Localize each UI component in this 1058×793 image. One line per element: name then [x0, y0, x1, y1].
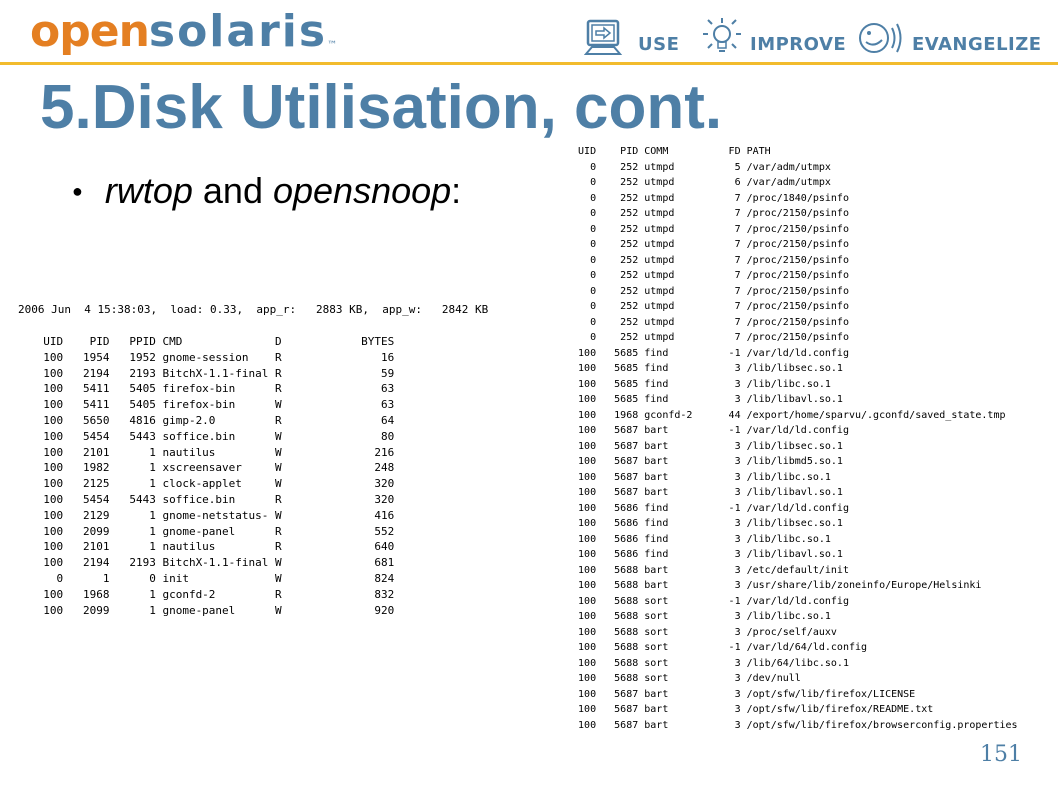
tag-use: USE	[638, 34, 680, 55]
logo-solaris-text: solaris	[148, 6, 328, 57]
header-divider	[0, 62, 1058, 65]
tag-improve: IMPROVE	[750, 34, 847, 55]
lightbulb-icon	[700, 16, 744, 58]
bullet-dot: ●	[72, 181, 83, 201]
rwtop-output-table: UID PID PPID CMD D BYTES 100 1954 1952 gnome-session R 16 100 2194 2193 BitchX-1.1-final R 59 100 5411 5405 firefox-bin R 63 100 5411 5405 firefox-bin W 63 100 5650 4816 gimp-2.0 R 64 100 5454 5443 soffice.bin W 80 100 2101 1 nautilus W 216 100 1982 1 xscreensaver W 248 100 2125 1 clock-applet W 320 100 5454 5443 soffice.bin R 320 100 2129 1 gnome-netstatus- W 416 100 2099 1 gnome-panel R 552 100 2101 1 nautilus R 640 100 2194 2193 BitchX-1.1-final W 681 0 1 0 init W 824 100 1968 1 gconfd-2 R 832 100 2099 1 gnome-panel W 920	[43, 335, 395, 617]
bullet-item	[72, 166, 461, 216]
bullet-rwtop: rwtop	[104, 170, 193, 211]
bullet-colon: :	[451, 170, 462, 211]
tag-evangelize: EVANGELIZE	[912, 34, 1042, 55]
rwtop-summary-line: 2006 Jun 4 15:38:03, load: 0.33, app_r: 2883 KB, app_w: 2842 KB	[18, 303, 489, 316]
monitor-icon	[584, 18, 626, 58]
bullet-opensnoop: opensnoop	[272, 170, 452, 211]
opensnoop-output: UID PID COMM FD PATH 0 252 utmpd 5 /var/adm/utmpx 0 252 utmpd 6 /var/adm/utmpx 0 252 utmpd 7 /proc/1840/psinfo 0 252 utmpd 7 /proc/2150/psinfo 0 252 utmpd 7 /proc/2150/psinfo 0 252 utmpd 7 /proc/2150/psinfo 0 252 utmpd 7 /proc/2150/psinfo 0 252 utmpd 7 /proc/2150/psinfo 0 252 utmpd 7 /proc/2150/psinfo 0 252 utmpd 7 /proc/2150/psinfo 0 252 utmpd 7 /proc/2150/psinfo 0 252 utmpd 7 /proc/2150/psinfo 100 5685 find -1 /var/ld/ld.config 100 5685 find 3 /lib/libsec.so.1 100 5685 find 3 /lib/libc.so.1 100 5685 find 3 /lib/libavl.so.1 100 1968 gconfd-2 44 /export/home/sparvu/.gconfd/saved_state.tmp 100 5687 bart -1 /var/ld/ld.config 100 5687 bart 3 /lib/libsec.so.1 100 5687 bart 3 /lib/libmd5.so.1 100 5687 bart 3 /lib/libc.so.1 100 5687 bart 3 /lib/libavl.so.1 100 5686 find -1 /var/ld/ld.config 100 5686 find 3 /lib/libsec.so.1 100 5686 find 3 /lib/libc.so.1 100 5686 find 3 /lib/libavl.so.1 100 5688 bart 3 /etc/default/init 100 5688 bart 3 /usr/share/lib/zoneinfo/Europe/Helsinki 100 5688 sort -1 /var/ld/ld.config 100 5688 sort 3 /lib/libc.so.1 100 5688 sort 3 /proc/self/auxv 100 5688 sort -1 /var/ld/64/ld.config 100 5688 sort 3 /lib/64/libc.so.1 100 5688 sort 3 /dev/null 100 5687 bart 3 /opt/sfw/lib/firefox/LICENSE 100 5687 bart 3 /opt/sfw/lib/firefox/README.txt 100 5687 bart 3 /opt/sfw/lib/firefox/browserconfig.properties	[578, 146, 1018, 731]
page-number: 151	[980, 742, 1022, 767]
logo-open-text: open	[30, 6, 149, 57]
bullet-and: and	[192, 170, 273, 211]
opensolaris-logo	[30, 2, 336, 62]
logo-tm: ™	[327, 40, 337, 51]
header	[0, 0, 1058, 66]
slide-title: 5.Disk Utilisation, cont.	[40, 73, 723, 142]
evangelize-face-icon	[856, 18, 904, 58]
